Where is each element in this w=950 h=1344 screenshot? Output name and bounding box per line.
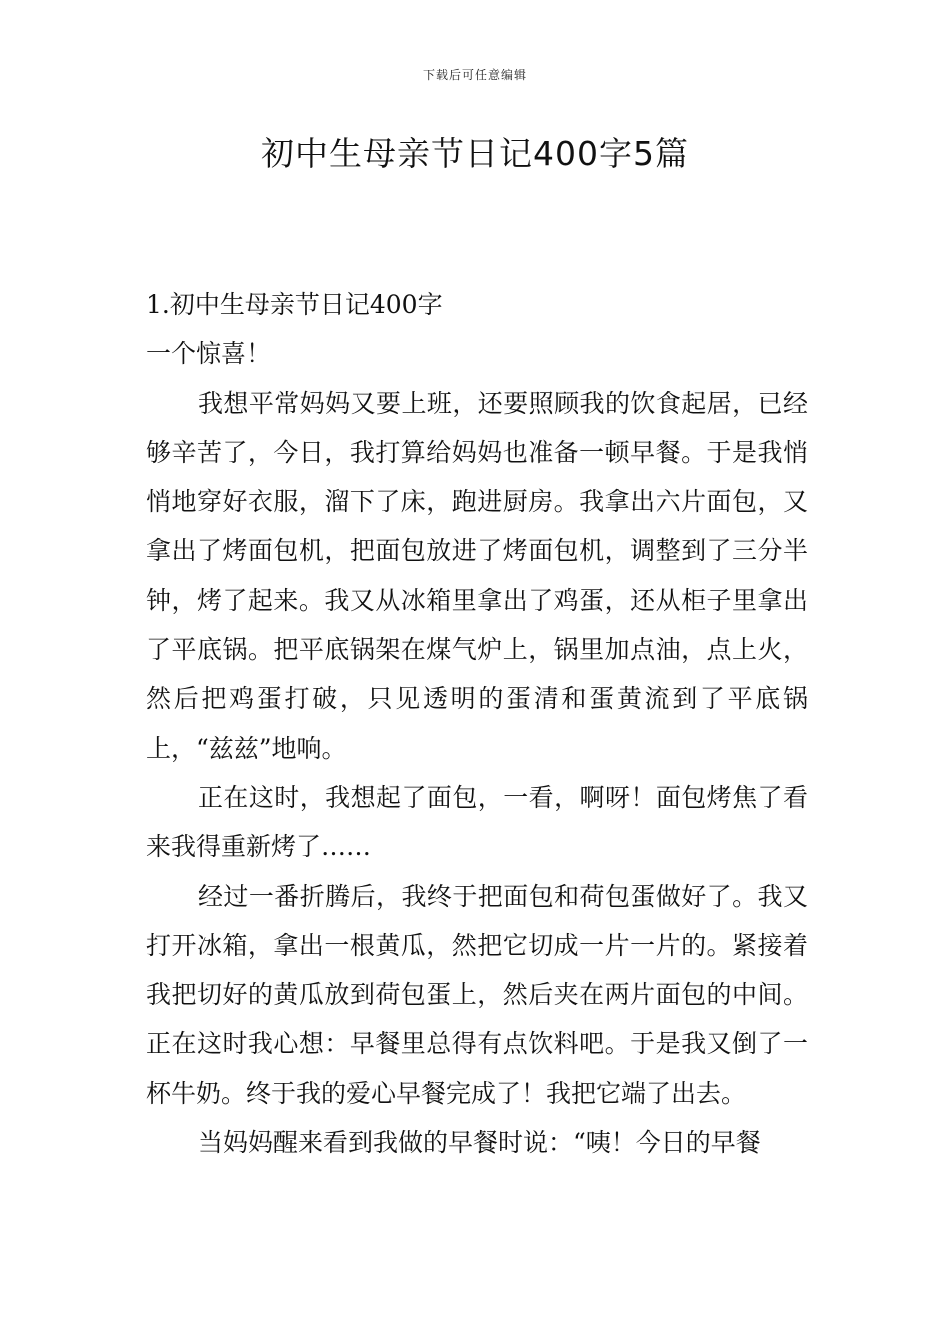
paragraph: 我想平常妈妈又要上班，还要照顾我的饮食起居，已经够辛苦了，今日，我打算给妈妈也准备一顿早餐。于是我悄悄地穿好衣服，溜下了床，跑进厨房。我拿出六片面包，又拿出了烤面包机，把面包放进了烤面包机，调整到了三分半钟，烤了起来。我又从冰箱里拿出了鸡蛋，还从柜子里拿出了平底锅。把平底锅架在煤气炉上，锅里加点油，点上火，然后把鸡蛋打破，只见透明的蛋清和蛋黄流到了平底锅上，“兹兹”地响。	[146, 388, 808, 763]
diary-subheading: 一个惊喜！	[146, 339, 272, 369]
paragraph: 当妈妈醒来看到我做的早餐时说：“咦！今日的早餐	[198, 1128, 761, 1158]
document-title: 初中生母亲节日记400字5篇	[261, 134, 689, 173]
paragraph: 正在这时，我想起了面包，一看，啊呀！面包烤焦了看来我得重新烤了……	[146, 782, 808, 862]
section-heading: 1.初中生母亲节日记400字	[146, 290, 443, 319]
document-body	[146, 280, 808, 1167]
header-note: 下载后可任意编辑	[422, 68, 527, 82]
paragraph: 经过一番折腾后，我终于把面包和荷包蛋做好了。我又打开冰箱，拿出一根黄瓜，然把它切成一片一片的。紧接着我把切好的黄瓜放到荷包蛋上，然后夹在两片面包的中间。正在这时我心想：早餐里总得有点饮料吧。于是我又倒了一杯牛奶。终于我的爱心早餐完成了！我把它端了出去。	[146, 881, 808, 1108]
